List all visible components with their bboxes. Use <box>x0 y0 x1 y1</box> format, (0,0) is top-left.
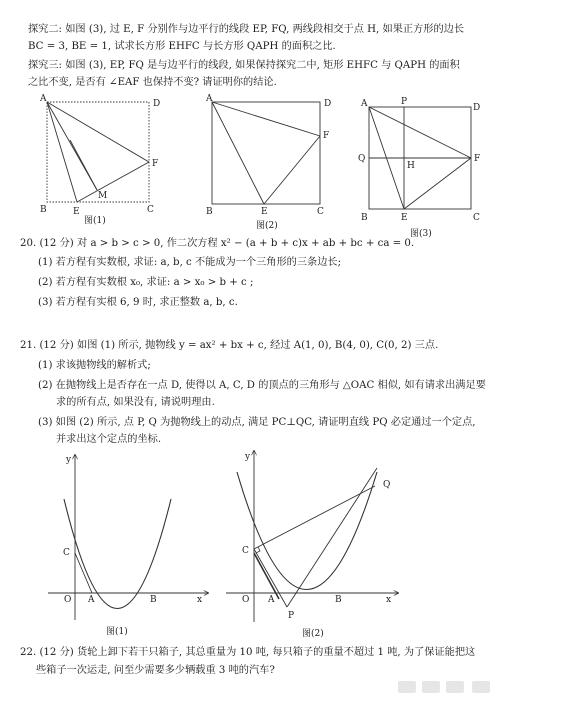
fig1-label-e: E <box>73 207 80 217</box>
q20-part3: (3) 若方程有实根 6, 9 时, 求正整数 a, b, c. <box>38 297 238 308</box>
q22-line1: 22. (12 分) 货轮上卸下若干只箱子, 其总重量为 10 吨, 每只箱子的重量不超过 1 吨, 为了保证能把这 <box>20 647 476 658</box>
graph2-label-a: A <box>268 595 275 605</box>
fig1-label-d: D <box>153 99 161 109</box>
q21-stem: 21. (12 分) 如图 (1) 所示, 抛物线 y = ax² + bx + c, 经过 A(1, 0), B(4, 0), C(0, 2) 三点. <box>20 340 439 351</box>
fig1-label-b: B <box>40 205 47 215</box>
watermark <box>398 678 506 696</box>
fig1-label-f: F <box>152 159 159 169</box>
q20-part1: (1) 若方程有实数根, 求证: a, b, c 不能成为一个三角形的三条边长; <box>38 257 342 268</box>
graph1-caption: 图(1) <box>106 627 128 637</box>
fig2-label-f: F <box>323 131 330 141</box>
q21-part3a: (3) 如图 (2) 所示, 点 P, Q 为抛物线上的动点, 满足 PC⊥QC, 请证明直线 PQ 必定通过一个定点, <box>38 417 476 428</box>
explore3-line1: 探究三: 如图 (3), EP, FQ 是与边平行的线段, 如果保持探究二中, 矩形 EHFC 与 QAPH 的面积 <box>28 60 460 71</box>
fig3-label-c: C <box>473 213 480 223</box>
graph1-label-x: x <box>197 595 203 605</box>
fig2-label-d: D <box>324 99 332 109</box>
graph2-label-p: P <box>288 611 295 621</box>
fig2-label-c: C <box>317 207 324 217</box>
q20-stem: 20. (12 分) 对 a > b > c > 0, 作二次方程 x² − (a + b + c)x + ab + bc + ca = 0. <box>20 238 415 249</box>
fig2-label-e: E <box>261 207 268 217</box>
q21-part3b: 并求出这个定点的坐标. <box>56 434 162 445</box>
graph2-label-y: y <box>245 452 251 462</box>
graph1-label-c: C <box>63 548 70 558</box>
graph2-caption: 图(2) <box>302 629 324 639</box>
fig3-label-h: H <box>407 161 415 171</box>
fig3-label-p: P <box>401 97 408 107</box>
q21-part2b: 求的所有点, 如果没有, 请说明理由. <box>56 397 215 408</box>
fig1-label-a: A <box>40 94 47 104</box>
q20-part2: (2) 若方程有实数根 x₀, 求证: a > x₀ > b + c ; <box>38 277 254 288</box>
fig3-label-q: Q <box>358 154 366 164</box>
graph2-label-q: Q <box>383 480 391 490</box>
graph1-label-a: A <box>88 595 95 605</box>
graph2-label-b: B <box>335 595 342 605</box>
graph2-parabola <box>237 472 377 590</box>
fig3-label-a: A <box>361 99 368 109</box>
explore2-line1: 探究二: 如图 (3), 过 E, F 分别作与边平行的线段 EP, FQ, 两线段相交于点 H, 如果正方形的边长 <box>28 24 465 35</box>
graph2-label-x: x <box>386 595 392 605</box>
graph2-label-c: C <box>242 546 249 556</box>
fig3-label-f: F <box>474 154 481 164</box>
q21-part2a: (2) 在抛物线上是否存在一点 D, 使得以 A, C, D 的顶点的三角形与 △OAC 相似, 如有请求出满足要 <box>38 380 486 391</box>
graph1-label-y: y <box>66 455 72 465</box>
q22-line2: 些箱子一次运走, 问至少需要多少辆载重 3 吨的汽车? <box>36 665 275 676</box>
fig3-label-d: D <box>473 103 481 113</box>
explore3-line2: 之比不变, 是否有 ∠EAF 也保持不变? 请证明你的结论. <box>28 77 277 88</box>
fig3-caption: 图(3) <box>410 229 432 239</box>
graph2-label-o: O <box>242 595 250 605</box>
fig3-label-e: E <box>401 213 408 223</box>
graph1-label-b: B <box>150 595 157 605</box>
fig3-label-b: B <box>361 213 368 223</box>
fig1-label-c: C <box>147 205 154 215</box>
fig2-label-a: A <box>206 94 213 104</box>
fig2-caption: 图(2) <box>256 221 278 231</box>
graph2-pq <box>287 468 377 607</box>
explore2-line2: BC = 3, BE = 1, 试求长方形 EHFC 与长方形 QAPH 的面积之比. <box>28 41 336 52</box>
fig1-caption: 图(1) <box>84 216 106 226</box>
graph1-label-o: O <box>64 595 72 605</box>
graph2-cq <box>254 486 375 549</box>
graph2-ca-thick <box>254 553 279 599</box>
fig1-label-m: M <box>98 191 108 201</box>
fig2-label-b: B <box>206 207 213 217</box>
q21-part1: (1) 求该抛物线的解析式; <box>38 360 151 371</box>
